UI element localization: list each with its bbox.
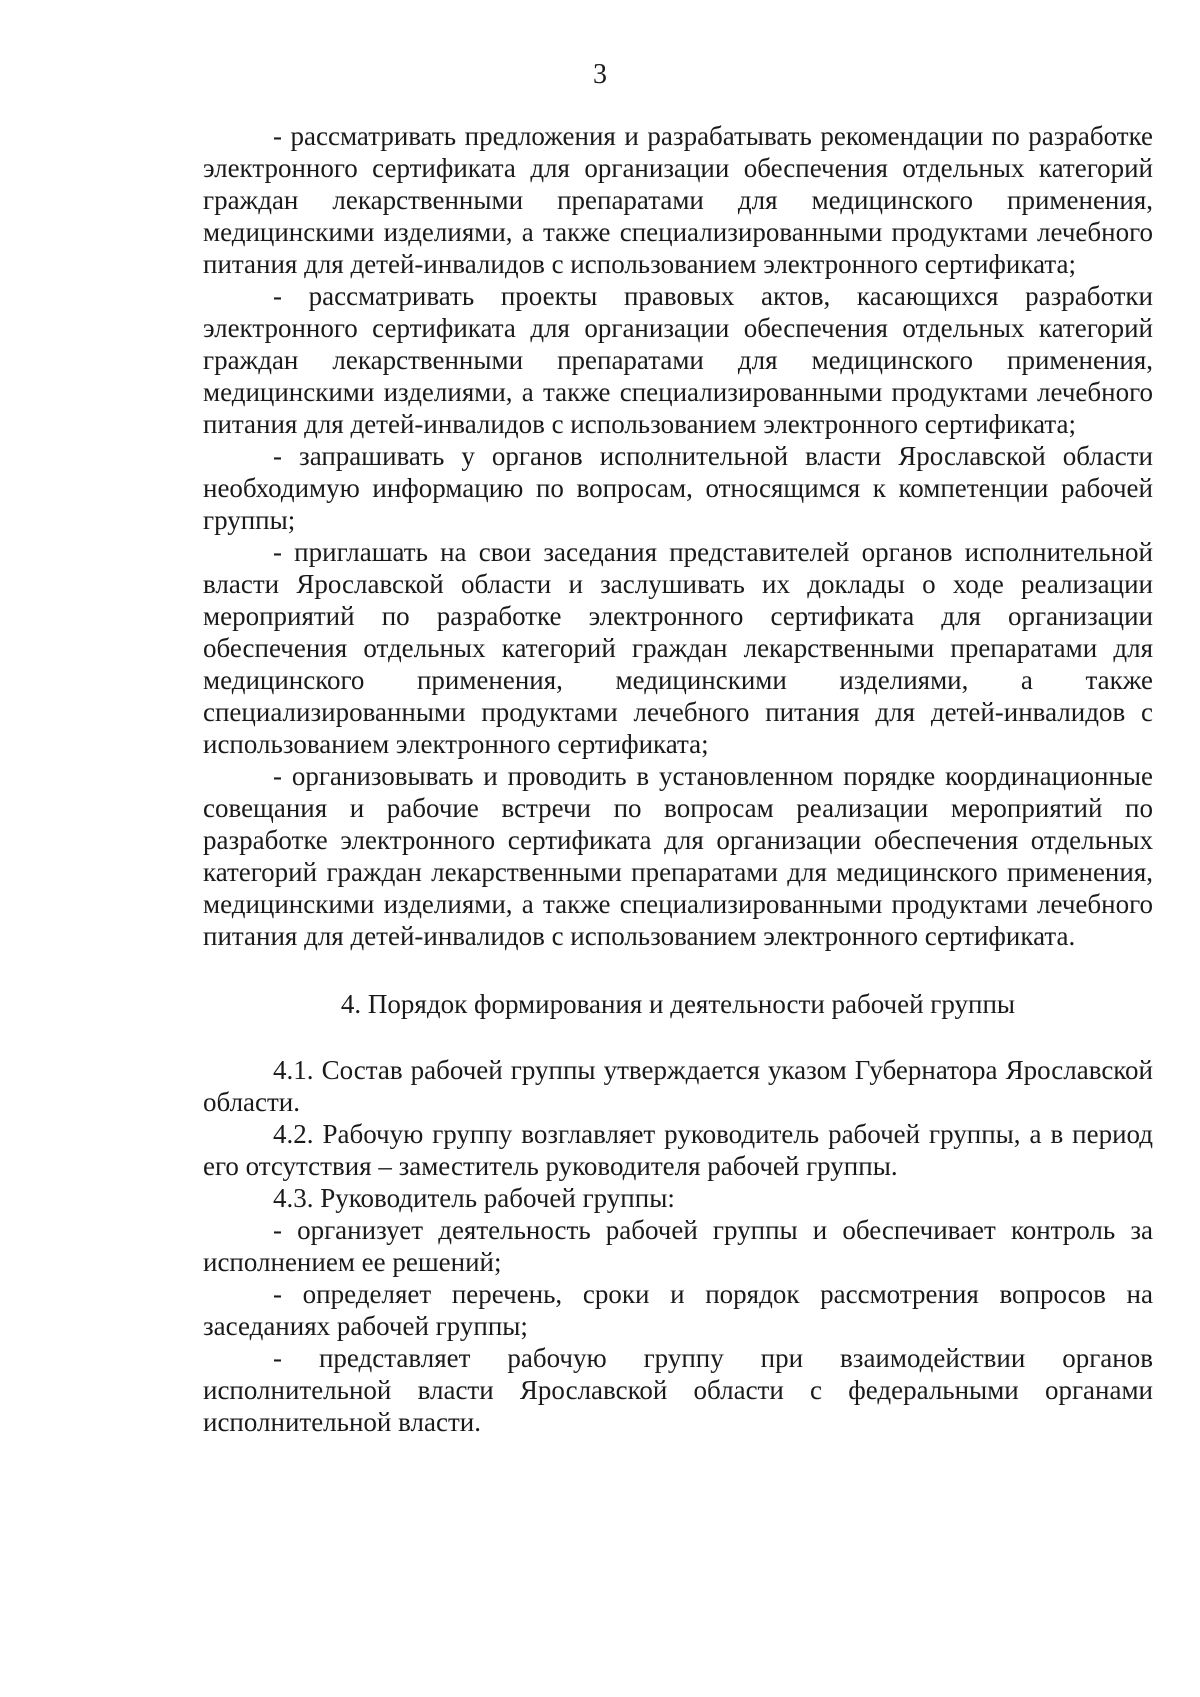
paragraph-represents-group: - представляет рабочую группу при взаимодействии органов исполнительной власти Ярославской области с федеральными органами исполнительной власти. — [203, 1343, 1153, 1437]
paragraph-4-2: 4.2. Рабочую группу возглавляет руководитель рабочей группы, а в период его отсутствия – заместитель руководителя рабочей группы. — [203, 1119, 1153, 1181]
paragraph-organize-meetings: - организовывать и проводить в установленном порядке координационные совещания и рабочие встречи по вопросам реализации мероприятий по разработке электронного сертификата для организации обеспечения отдельных категорий граждан лекарственными препаратами для медицинского применения, медицинскими изделиями, а также специализированными продуктами лечебного питания для детей-инвалидов с использованием электронного сертификата. — [203, 761, 1153, 951]
paragraph-review-legal-acts: - рассматривать проекты правовых актов, касающихся разработки электронного сертификата для организации обеспечения отдельных категорий граждан лекарственными препаратами для медицинского применения, медицинскими изделиями, а также специализированными продуктами лечебного питания для детей-инвалидов с использованием электронного сертификата; — [203, 281, 1153, 439]
paragraph-organizes-activity: - организует деятельность рабочей группы и обеспечивает контроль за исполнением ее решений; — [203, 1215, 1153, 1277]
section-heading: 4. Порядок формирования и деятельности рабочей группы — [340, 989, 1016, 1019]
paragraph-4-1: 4.1. Состав рабочей группы утверждается указом Губернатора Ярославской области. — [203, 1055, 1153, 1117]
document-body — [203, 120, 1153, 1438]
paragraph-request-information: - запрашивать у органов исполнительной власти Ярославской области необходимую информацию по вопросам, относящимся к компетенции рабочей группы; — [203, 441, 1153, 535]
paragraph-4-3: 4.3. Руководитель рабочей группы: — [273, 1183, 675, 1213]
paragraph-determines-list: - определяет перечень, сроки и порядок рассмотрения вопросов на заседаниях рабочей группы; — [203, 1279, 1153, 1341]
paragraph-invite-representatives: - приглашать на свои заседания представителей органов исполнительной власти Ярославской области и заслушивать их доклады о ходе реализации мероприятий по разработке электронного сертификата для организации обеспечения отдельных категорий граждан лекарственными препаратами для медицинского применения, медицинскими изделиями, а также специализированными продуктами лечебного питания для детей-инвалидов с использованием электронного сертификата; — [203, 537, 1153, 759]
page-number: 3 — [593, 59, 607, 90]
paragraph-review-proposals: - рассматривать предложения и разрабатывать рекомендации по разработке электронного сертификата для организации обеспечения отдельных категорий граждан лекарственными препаратами для медицинского применения, медицинскими изделиями, а также специализированными продуктами лечебного питания для детей-инвалидов с использованием электронного сертификата; — [203, 121, 1153, 279]
